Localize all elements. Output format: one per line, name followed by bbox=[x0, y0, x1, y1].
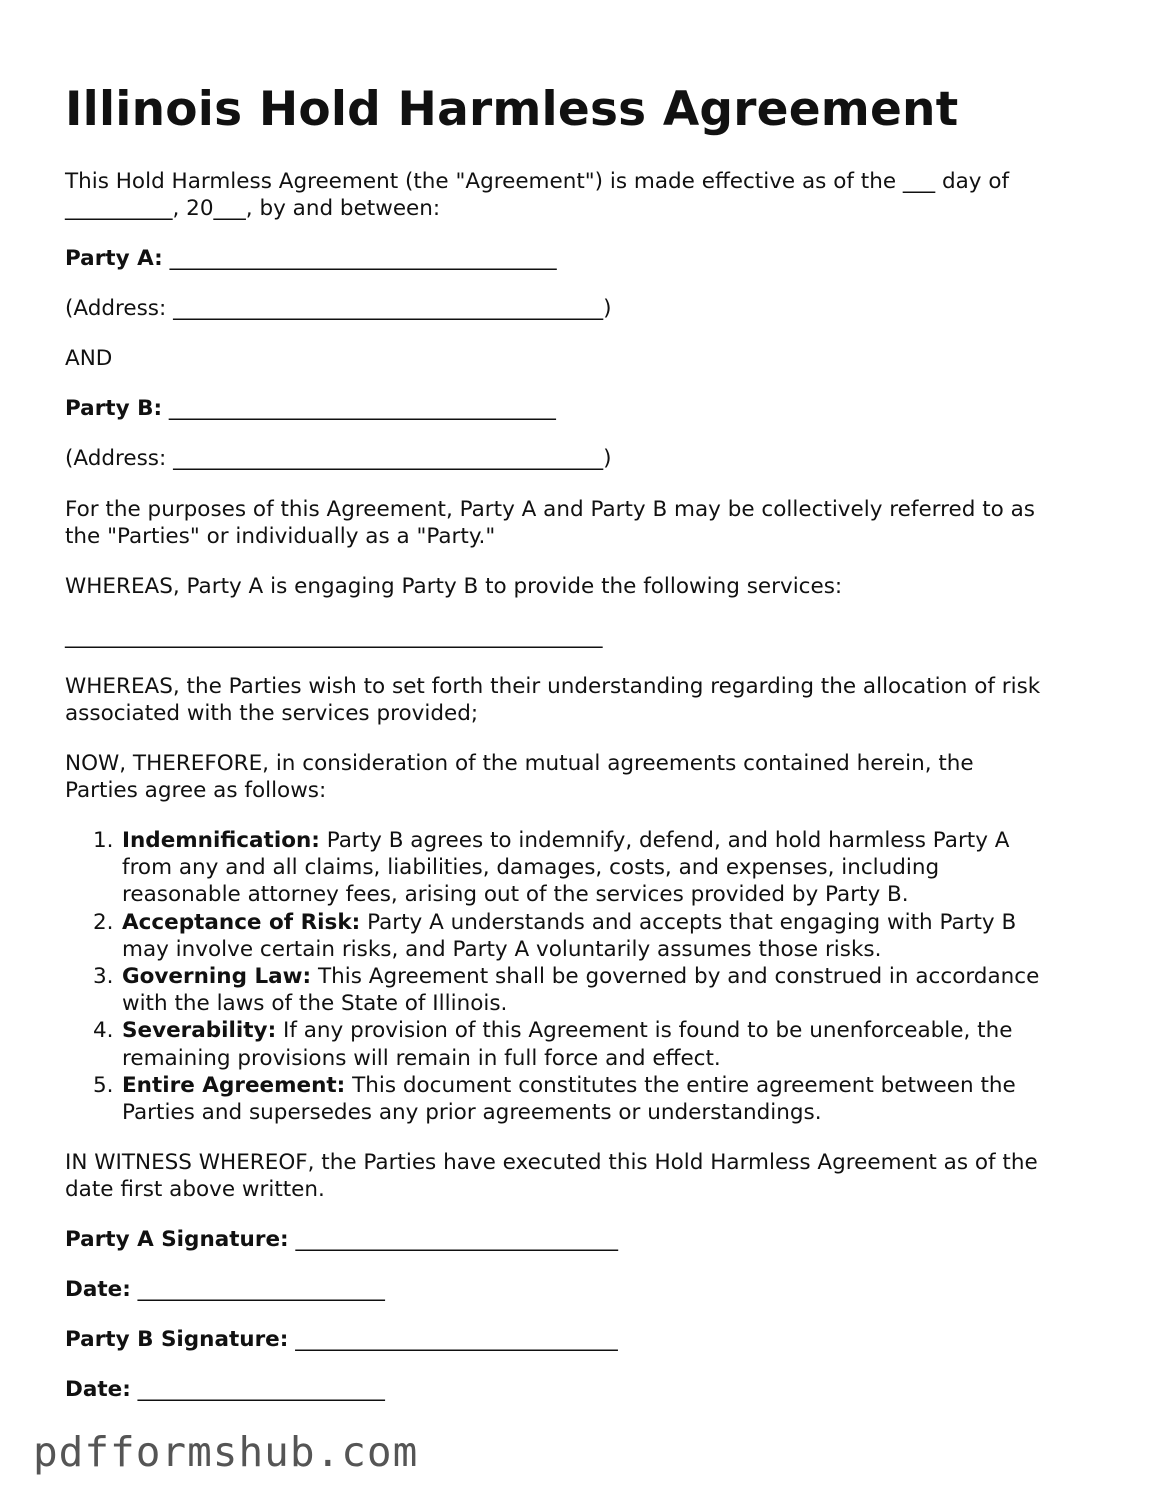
term-text: with the laws of the State of Illinois. bbox=[122, 991, 508, 1017]
term-text: If any provision of this Agreement is found to be unenforceable, the bbox=[276, 1018, 1013, 1044]
term-acceptance-of-risk bbox=[65, 909, 1039, 963]
party-b-address: (Address: ________________________________________) bbox=[65, 446, 612, 471]
party-a-label: Party A: bbox=[65, 246, 163, 271]
term-severability bbox=[65, 1017, 1039, 1071]
document-title: Illinois Hold Harmless Agreement bbox=[65, 82, 959, 137]
term-text: Parties and supersedes any prior agreements or understandings. bbox=[122, 1100, 822, 1126]
term-heading: Indemnification: bbox=[122, 828, 320, 853]
now-therefore-paragraph bbox=[65, 750, 974, 804]
term-heading: Entire Agreement: bbox=[122, 1072, 346, 1098]
party-b-date-label: Date: bbox=[65, 1377, 131, 1402]
party-b-line bbox=[65, 395, 556, 422]
term-text: may involve certain risks, and Party A voluntarily assumes those risks. bbox=[122, 936, 882, 962]
term-number: 2. bbox=[93, 909, 114, 935]
term-text: This Agreement shall be governed by and construed in accordance bbox=[311, 964, 1040, 990]
party-a-date-label: Date: bbox=[65, 1277, 131, 1302]
terms-list bbox=[65, 827, 1039, 1126]
party-b-label: Party B: bbox=[65, 396, 163, 421]
whereas-risk-paragraph bbox=[65, 673, 1040, 727]
party-b-date-blank: _______________________ bbox=[137, 1377, 385, 1402]
witness-line-2: date first above written. bbox=[65, 1177, 325, 1202]
party-b-blank: ____________________________________ bbox=[168, 396, 556, 421]
purpose-line-2: the "Parties" or individually as a "Party." bbox=[65, 524, 496, 549]
witness-line-1: IN WITNESS WHEREOF, the Parties have executed this Hold Harmless Agreement as of the bbox=[65, 1150, 1038, 1175]
term-number: 4. bbox=[93, 1018, 114, 1044]
intro-line-1: This Hold Harmless Agreement (the "Agreement") is made effective as of the ___ day of bbox=[65, 169, 1010, 194]
term-governing-law bbox=[65, 963, 1039, 1017]
intro-line-2: __________, 20___, by and between: bbox=[65, 196, 441, 221]
site-watermark: pdfformshub.com bbox=[33, 1428, 419, 1476]
party-b-date-line bbox=[65, 1376, 385, 1403]
term-text: This document constitutes the entire agreement between the bbox=[345, 1072, 1016, 1098]
whereas-risk-line-1: WHEREAS, the Parties wish to set forth their understanding regarding the allocation of risk bbox=[65, 674, 1041, 699]
term-number: 5. bbox=[93, 1072, 114, 1098]
term-text: remaining provisions will remain in full force and effect. bbox=[122, 1045, 721, 1071]
purpose-paragraph bbox=[65, 496, 1035, 550]
party-a-line bbox=[65, 245, 557, 272]
now-therefore-line-1: NOW, THEREFORE, in consideration of the mutual agreements contained herein, the bbox=[65, 751, 974, 776]
term-number: 3. bbox=[93, 964, 114, 990]
whereas-services: WHEREAS, Party A is engaging Party B to provide the following services: bbox=[65, 574, 843, 599]
party-a-signature-line bbox=[65, 1226, 618, 1253]
term-text: reasonable attorney fees, arising out of the services provided by Party B. bbox=[122, 882, 909, 908]
term-heading: Acceptance of Risk: bbox=[122, 909, 361, 935]
term-entire-agreement bbox=[65, 1072, 1039, 1126]
term-text: Party B agrees to indemnify, defend, and hold harmless Party A bbox=[319, 828, 1010, 853]
term-indemnification bbox=[65, 827, 1039, 909]
witness-paragraph bbox=[65, 1149, 1038, 1203]
party-a-address: (Address: ________________________________________) bbox=[65, 296, 612, 321]
party-b-signature-line bbox=[65, 1326, 618, 1353]
party-b-signature-blank: ______________________________ bbox=[295, 1327, 618, 1352]
party-a-date-blank: _______________________ bbox=[137, 1277, 385, 1302]
purpose-line-1: For the purposes of this Agreement, Party A and Party B may be collectively referred to as bbox=[65, 497, 1035, 522]
whereas-risk-line-2: associated with the services provided; bbox=[65, 701, 479, 726]
services-blank: __________________________________________________ bbox=[65, 624, 603, 649]
term-text: from any and all claims, liabilities, damages, costs, and expenses, including bbox=[122, 855, 940, 881]
party-a-signature-blank: ______________________________ bbox=[295, 1227, 618, 1252]
term-text: Party A understands and accepts that engaging with Party B bbox=[360, 909, 1017, 935]
term-heading: Governing Law: bbox=[122, 964, 312, 990]
now-therefore-line-2: Parties agree as follows: bbox=[65, 778, 327, 803]
and-separator: AND bbox=[65, 346, 113, 371]
party-a-date-line bbox=[65, 1276, 385, 1303]
party-a-blank: ____________________________________ bbox=[169, 246, 557, 271]
party-b-signature-label: Party B Signature: bbox=[65, 1327, 289, 1352]
intro-paragraph bbox=[65, 168, 1009, 222]
term-heading: Severability: bbox=[122, 1018, 277, 1044]
term-number: 1. bbox=[93, 828, 114, 853]
party-a-signature-label: Party A Signature: bbox=[65, 1227, 289, 1252]
